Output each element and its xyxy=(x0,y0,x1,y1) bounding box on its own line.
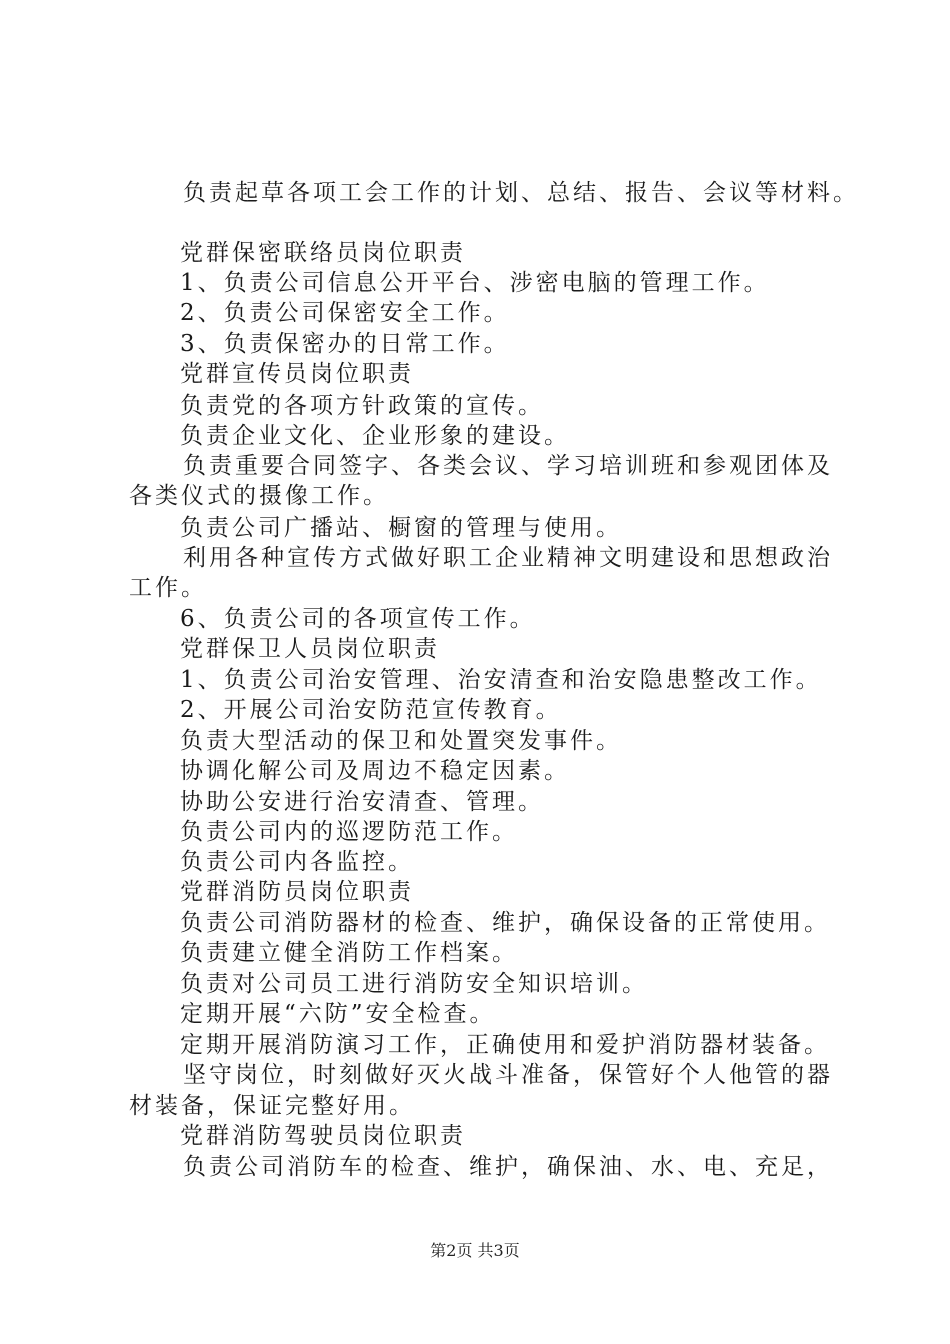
text-line: 负责对公司员工进行消防安全知识培训。 xyxy=(180,971,648,997)
section-heading: 党群保卫人员岗位职责 xyxy=(180,636,440,662)
section-heading: 党群消防员岗位职责 xyxy=(180,879,414,905)
text-line: 2、开展公司治安防范宣传教育。 xyxy=(180,697,562,723)
text-line: 负责公司内各监控。 xyxy=(180,849,414,875)
text-line: 坚守岗位，时刻做好灭火战斗准备，保管好个人他管的器 xyxy=(183,1062,833,1088)
text-line: 利用各种宣传方式做好职工企业精神文明建设和思想政治 xyxy=(183,545,833,571)
text-line: 6、负责公司的各项宣传工作。 xyxy=(180,606,536,632)
text-line: 2、负责公司保密安全工作。 xyxy=(180,300,510,326)
text-line: 负责建立健全消防工作档案。 xyxy=(180,940,518,966)
text-line: 负责公司消防车的检查、维护，确保油、水、电、充足， xyxy=(183,1154,833,1180)
text-line: 定期开展“六防”安全检查。 xyxy=(180,1001,496,1027)
text-line: 1、负责公司治安管理、治安清查和治安隐患整改工作。 xyxy=(180,667,822,693)
section-heading: 党群保密联络员岗位职责 xyxy=(180,240,466,266)
text-line: 负责公司广播站、橱窗的管理与使用。 xyxy=(180,515,622,541)
text-line: 负责党的各项方针政策的宣传。 xyxy=(180,393,544,419)
page-footer: 第2页 共3页 xyxy=(430,1241,520,1260)
text-line: 3、负责保密办的日常工作。 xyxy=(180,331,510,357)
text-line: 协助公安进行治安清查、管理。 xyxy=(180,789,544,815)
text-line: 负责起草各项工会工作的计划、总结、报告、会议等材料。 xyxy=(183,180,859,206)
text-line: 协调化解公司及周边不稳定因素。 xyxy=(180,758,570,784)
section-heading: 党群宣传员岗位职责 xyxy=(180,361,414,387)
section-heading: 党群消防驾驶员岗位职责 xyxy=(180,1123,466,1149)
text-line: 负责公司消防器材的检查、维护，确保设备的正常使用。 xyxy=(180,910,830,936)
text-line: 材装备，保证完整好用。 xyxy=(129,1093,415,1119)
text-line: 各类仪式的摄像工作。 xyxy=(129,483,389,509)
text-line: 1、负责公司信息公开平台、涉密电脑的管理工作。 xyxy=(180,270,770,296)
text-line: 定期开展消防演习工作，正确使用和爱护消防器材装备。 xyxy=(180,1032,830,1058)
text-line: 工作。 xyxy=(129,575,207,601)
text-line: 负责企业文化、企业形象的建设。 xyxy=(180,423,570,449)
text-line: 负责重要合同签字、各类会议、学习培训班和参观团体及 xyxy=(183,453,833,479)
text-line: 负责公司内的巡逻防范工作。 xyxy=(180,819,518,845)
text-line: 负责大型活动的保卫和处置突发事件。 xyxy=(180,728,622,754)
